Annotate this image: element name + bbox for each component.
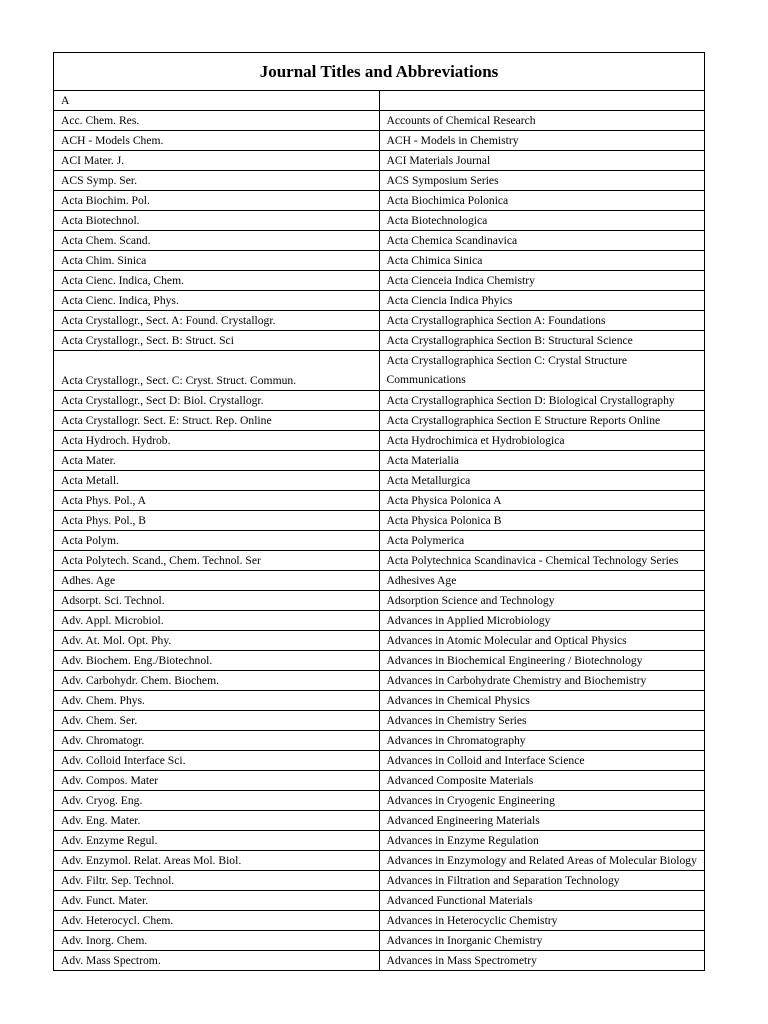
journal-abbreviation-cell: Acta Crystallogr., Sect D: Biol. Crystallogr. <box>54 391 380 411</box>
section-letter-row <box>54 91 705 111</box>
journal-abbreviation-cell: Adhes. Age <box>54 571 380 591</box>
journal-abbreviation-cell: ACS Symp. Ser. <box>54 171 380 191</box>
journal-abbreviation-cell: Acta Crystallogr., Sect. B: Struct. Sci <box>54 331 380 351</box>
table-row <box>54 111 705 131</box>
journal-abbreviation-cell: Acta Chim. Sinica <box>54 251 380 271</box>
journal-abbreviation-cell: Adv. Enzymol. Relat. Areas Mol. Biol. <box>54 851 380 871</box>
journal-full-title-cell: Advanced Functional Materials <box>379 891 705 911</box>
table-row <box>54 391 705 411</box>
table-row <box>54 911 705 931</box>
journal-full-title-cell: ACS Symposium Series <box>379 171 705 191</box>
table-row <box>54 291 705 311</box>
table-row <box>54 351 705 391</box>
journal-abbreviation-cell: Adv. Chem. Ser. <box>54 711 380 731</box>
table-row <box>54 511 705 531</box>
table-row <box>54 791 705 811</box>
journal-abbreviation-cell: Acta Crystallogr., Sect. C: Cryst. Struct. Commun. <box>54 351 380 391</box>
table-row <box>54 231 705 251</box>
table-row <box>54 431 705 451</box>
journal-full-title-cell: ACI Materials Journal <box>379 151 705 171</box>
journal-full-title-cell: Acta Ciencia Indica Phyics <box>379 291 705 311</box>
journal-abbreviation-cell: Adv. Mass Spectrom. <box>54 951 380 971</box>
table-row <box>54 611 705 631</box>
journal-abbreviation-cell: Acta Cienc. Indica, Chem. <box>54 271 380 291</box>
table-row <box>54 591 705 611</box>
table-row <box>54 871 705 891</box>
table-row <box>54 491 705 511</box>
journal-full-title-cell: Adhesives Age <box>379 571 705 591</box>
journal-full-title-cell: Acta Cienceia Indica Chemistry <box>379 271 705 291</box>
journal-abbreviation-cell: Adv. Biochem. Eng./Biotechnol. <box>54 651 380 671</box>
journal-full-title-cell: Acta Crystallographica Section A: Foundations <box>379 311 705 331</box>
journal-full-title-cell: Acta Physica Polonica A <box>379 491 705 511</box>
table-row <box>54 211 705 231</box>
journal-full-title-cell: Advances in Chemistry Series <box>379 711 705 731</box>
journal-abbreviation-cell: Adv. Chromatogr. <box>54 731 380 751</box>
journal-full-title-cell: Acta Crystallographica Section E Structure Reports Online <box>379 411 705 431</box>
table-row <box>54 731 705 751</box>
journal-abbreviations-table <box>53 52 705 971</box>
journal-abbreviation-cell: Acta Crystallogr. Sect. E: Struct. Rep. Online <box>54 411 380 431</box>
journal-abbreviation-cell: Adv. Inorg. Chem. <box>54 931 380 951</box>
table-row <box>54 151 705 171</box>
table-row <box>54 691 705 711</box>
journal-full-title-cell: Advances in Chromatography <box>379 731 705 751</box>
table-row <box>54 651 705 671</box>
journal-full-title-cell: Acta Crystallographica Section B: Structural Science <box>379 331 705 351</box>
table-row <box>54 631 705 651</box>
journal-abbreviation-cell: Adv. Enzyme Regul. <box>54 831 380 851</box>
table-row <box>54 411 705 431</box>
table-row <box>54 951 705 971</box>
journal-abbreviation-cell: Acta Crystallogr., Sect. A: Found. Crystallogr. <box>54 311 380 331</box>
table-row <box>54 571 705 591</box>
journal-abbreviation-cell: Adv. Appl. Microbiol. <box>54 611 380 631</box>
journal-abbreviation-cell: Acta Polytech. Scand., Chem. Technol. Ser <box>54 551 380 571</box>
journal-full-title-cell: Advances in Enzymology and Related Areas of Molecular Biology <box>379 851 705 871</box>
journal-full-title-cell: Advances in Enzyme Regulation <box>379 831 705 851</box>
journal-abbreviation-cell: Adv. Cryog. Eng. <box>54 791 380 811</box>
journal-full-title-cell: ACH - Models in Chemistry <box>379 131 705 151</box>
journal-full-title-cell: Accounts of Chemical Research <box>379 111 705 131</box>
journal-abbreviation-cell: Adv. Funct. Mater. <box>54 891 380 911</box>
table-row <box>54 811 705 831</box>
journal-abbreviation-cell: Adv. Carbohydr. Chem. Biochem. <box>54 671 380 691</box>
journal-abbreviation-cell: Acta Metall. <box>54 471 380 491</box>
table-title-row <box>54 53 705 91</box>
journal-full-title-cell: Advances in Heterocyclic Chemistry <box>379 911 705 931</box>
journal-abbreviation-cell: Acta Biochim. Pol. <box>54 191 380 211</box>
journal-abbreviation-cell: ACH - Models Chem. <box>54 131 380 151</box>
table-row <box>54 531 705 551</box>
journal-full-title-cell: Advances in Cryogenic Engineering <box>379 791 705 811</box>
journal-abbreviation-cell: Adv. Compos. Mater <box>54 771 380 791</box>
table-row <box>54 311 705 331</box>
journal-abbreviation-cell: Acc. Chem. Res. <box>54 111 380 131</box>
journal-full-title-cell: Advances in Colloid and Interface Science <box>379 751 705 771</box>
journal-full-title-cell: Advances in Biochemical Engineering / Biotechnology <box>379 651 705 671</box>
journal-abbreviation-cell: Acta Chem. Scand. <box>54 231 380 251</box>
journal-full-title-cell: Advances in Carbohydrate Chemistry and Biochemistry <box>379 671 705 691</box>
journal-full-title-cell: Advances in Mass Spectrometry <box>379 951 705 971</box>
table-row <box>54 751 705 771</box>
table-row <box>54 851 705 871</box>
table-row <box>54 671 705 691</box>
journal-full-title-cell: Acta Polytechnica Scandinavica - Chemical Technology Series <box>379 551 705 571</box>
journal-full-title-cell: Acta Physica Polonica B <box>379 511 705 531</box>
journal-full-title-cell: Acta Crystallographica Section C: Crystal Structure Communications <box>379 351 705 391</box>
table-row <box>54 171 705 191</box>
journal-full-title-cell: Acta Biochimica Polonica <box>379 191 705 211</box>
journal-abbreviation-cell: ACI Mater. J. <box>54 151 380 171</box>
journal-full-title-cell: Advances in Inorganic Chemistry <box>379 931 705 951</box>
table-row <box>54 771 705 791</box>
journal-abbreviation-cell: Acta Cienc. Indica, Phys. <box>54 291 380 311</box>
journal-full-title-cell: Acta Hydrochimica et Hydrobiologica <box>379 431 705 451</box>
journal-abbreviation-cell: Adv. Eng. Mater. <box>54 811 380 831</box>
journal-abbreviation-cell: Adsorpt. Sci. Technol. <box>54 591 380 611</box>
journal-full-title-cell: Acta Materialia <box>379 451 705 471</box>
journal-full-title-cell: Acta Crystallographica Section D: Biological Crystallography <box>379 391 705 411</box>
journal-abbreviation-cell: Acta Mater. <box>54 451 380 471</box>
journal-full-title-cell: Adsorption Science and Technology <box>379 591 705 611</box>
table-row <box>54 191 705 211</box>
journal-abbreviation-cell: Adv. Filtr. Sep. Technol. <box>54 871 380 891</box>
journal-full-title-cell: Advanced Composite Materials <box>379 771 705 791</box>
table-row <box>54 891 705 911</box>
table-row <box>54 271 705 291</box>
journal-abbreviation-cell: Acta Phys. Pol., B <box>54 511 380 531</box>
section-letter-empty-cell <box>379 91 705 111</box>
table-row <box>54 931 705 951</box>
table-body <box>54 91 705 971</box>
table-title: Journal Titles and Abbreviations <box>54 53 705 91</box>
table-row <box>54 471 705 491</box>
table-row <box>54 551 705 571</box>
journal-full-title-cell: Acta Chemica Scandinavica <box>379 231 705 251</box>
journal-full-title-cell: Acta Biotechnologica <box>379 211 705 231</box>
journal-full-title-cell: Acta Polymerica <box>379 531 705 551</box>
table-row <box>54 131 705 151</box>
journal-abbreviation-cell: Acta Polym. <box>54 531 380 551</box>
table-row <box>54 331 705 351</box>
journal-abbreviation-cell: Adv. At. Mol. Opt. Phy. <box>54 631 380 651</box>
journal-abbreviation-cell: Adv. Heterocycl. Chem. <box>54 911 380 931</box>
journal-abbreviation-cell: Adv. Chem. Phys. <box>54 691 380 711</box>
table-row <box>54 711 705 731</box>
journal-full-title-cell: Advanced Engineering Materials <box>379 811 705 831</box>
journal-full-title-cell: Advances in Applied Microbiology <box>379 611 705 631</box>
table-row <box>54 451 705 471</box>
table-row <box>54 251 705 271</box>
journal-abbreviation-cell: Acta Hydroch. Hydrob. <box>54 431 380 451</box>
journal-abbreviation-cell: Acta Phys. Pol., A <box>54 491 380 511</box>
section-letter: A <box>54 91 380 111</box>
journal-full-title-cell: Advances in Chemical Physics <box>379 691 705 711</box>
journal-full-title-cell: Acta Chimica Sinica <box>379 251 705 271</box>
journal-full-title-cell: Advances in Atomic Molecular and Optical Physics <box>379 631 705 651</box>
journal-abbreviation-cell: Adv. Colloid Interface Sci. <box>54 751 380 771</box>
journal-abbreviation-cell: Acta Biotechnol. <box>54 211 380 231</box>
journal-full-title-cell: Acta Metallurgica <box>379 471 705 491</box>
table-row <box>54 831 705 851</box>
journal-full-title-cell: Advances in Filtration and Separation Technology <box>379 871 705 891</box>
